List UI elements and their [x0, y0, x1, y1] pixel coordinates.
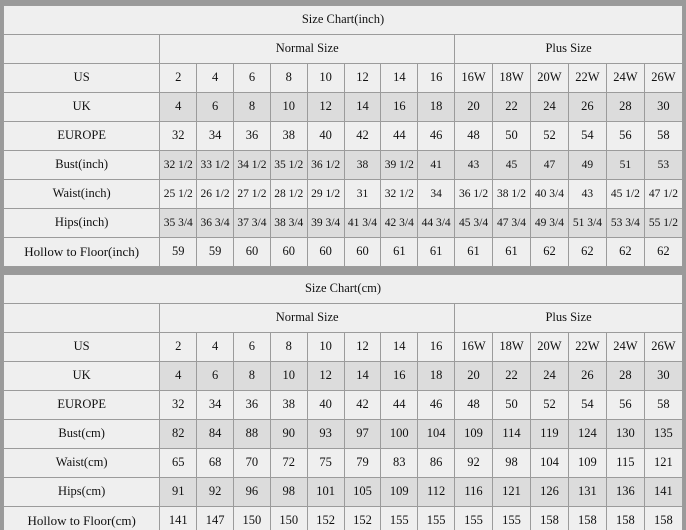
cell: 155: [493, 507, 531, 530]
cell: 25 1/2: [160, 180, 197, 209]
cell: 26: [568, 93, 606, 122]
cell: 158: [568, 507, 606, 530]
cell: 61: [381, 238, 418, 267]
cell: 86: [418, 449, 455, 478]
cell: 10: [307, 333, 344, 362]
cell: 91: [160, 478, 197, 507]
cell: 60: [344, 238, 381, 267]
cell: 40: [307, 391, 344, 420]
cell: 36: [234, 122, 271, 151]
cell: 47 3/4: [493, 209, 531, 238]
cell: 16: [381, 93, 418, 122]
cell: 26: [568, 362, 606, 391]
cell: 28: [606, 93, 644, 122]
cell: 68: [197, 449, 234, 478]
table-row: [4, 93, 683, 122]
table-row: [4, 180, 683, 209]
cell: 8: [270, 333, 307, 362]
cell: 2: [160, 333, 197, 362]
cell: 14: [344, 362, 381, 391]
cell: 62: [568, 238, 606, 267]
cell: 92: [455, 449, 493, 478]
table-row: [4, 507, 683, 530]
cell: 45: [493, 151, 531, 180]
table-row: [4, 362, 683, 391]
cell: 60: [270, 238, 307, 267]
cell: 16: [381, 362, 418, 391]
cell: 98: [270, 478, 307, 507]
cell: 40: [307, 122, 344, 151]
cell: 54: [568, 122, 606, 151]
cell: 32 1/2: [160, 151, 197, 180]
cell: 42 3/4: [381, 209, 418, 238]
cell: 100: [381, 420, 418, 449]
cell: 61: [493, 238, 531, 267]
cell: 48: [455, 122, 493, 151]
cell: 16: [418, 333, 455, 362]
cell: 124: [568, 420, 606, 449]
cell: 50: [493, 391, 531, 420]
size-chart-cm: [3, 274, 683, 530]
cell: 43: [568, 180, 606, 209]
cell: 12: [307, 362, 344, 391]
cell: 6: [197, 93, 234, 122]
cell: 20W: [530, 333, 568, 362]
cell: 28 1/2: [270, 180, 307, 209]
cell: 29 1/2: [307, 180, 344, 209]
cell: 47: [530, 151, 568, 180]
cell: 131: [568, 478, 606, 507]
cell: 104: [530, 449, 568, 478]
cell: 51 3/4: [568, 209, 606, 238]
table-row: [4, 151, 683, 180]
cell: 152: [307, 507, 344, 530]
cell: 36 3/4: [197, 209, 234, 238]
cell: 72: [270, 449, 307, 478]
cell: 6: [197, 362, 234, 391]
row-label: Waist(inch): [4, 180, 160, 209]
cell: 41: [418, 151, 455, 180]
cell: 35 1/2: [270, 151, 307, 180]
cell: 31: [344, 180, 381, 209]
corner-cell: [4, 35, 160, 64]
cell: 84: [197, 420, 234, 449]
cell: 8: [234, 93, 271, 122]
cell: 39 3/4: [307, 209, 344, 238]
row-label: Hips(cm): [4, 478, 160, 507]
cell: 101: [307, 478, 344, 507]
row-label: Hollow to Floor(inch): [4, 238, 160, 267]
cell: 43: [455, 151, 493, 180]
cell: 38: [344, 151, 381, 180]
cell: 4: [197, 333, 234, 362]
group-normal-size: Normal Size: [160, 35, 455, 64]
chart-group-row: [4, 35, 683, 64]
cell: 93: [307, 420, 344, 449]
cell: 60: [234, 238, 271, 267]
cell: 152: [344, 507, 381, 530]
cell: 30: [644, 93, 682, 122]
cell: 38: [270, 122, 307, 151]
cell: 88: [234, 420, 271, 449]
row-label: EUROPE: [4, 122, 160, 151]
group-plus-size: Plus Size: [455, 35, 683, 64]
cell: 24: [530, 93, 568, 122]
row-label: US: [4, 64, 160, 93]
cell: 105: [344, 478, 381, 507]
cell: 36 1/2: [455, 180, 493, 209]
cell: 20W: [530, 64, 568, 93]
cell: 61: [455, 238, 493, 267]
table-row: [4, 391, 683, 420]
cell: 34: [197, 391, 234, 420]
cell: 42: [344, 122, 381, 151]
cell: 30: [644, 362, 682, 391]
cell: 75: [307, 449, 344, 478]
cell: 10: [270, 362, 307, 391]
cell: 112: [418, 478, 455, 507]
cell: 92: [197, 478, 234, 507]
cell: 24: [530, 362, 568, 391]
cell: 24W: [606, 64, 644, 93]
cell: 158: [606, 507, 644, 530]
cell: 121: [493, 478, 531, 507]
cell: 35 3/4: [160, 209, 197, 238]
cell: 56: [606, 122, 644, 151]
group-normal-size: Normal Size: [160, 304, 455, 333]
row-label: US: [4, 333, 160, 362]
cell: 150: [234, 507, 271, 530]
cell: 40 3/4: [530, 180, 568, 209]
cell: 141: [160, 507, 197, 530]
cell: 46: [418, 391, 455, 420]
cell: 20: [455, 93, 493, 122]
size-chart-inch: [3, 5, 683, 267]
cell: 158: [530, 507, 568, 530]
cell: 4: [160, 93, 197, 122]
cell: 104: [418, 420, 455, 449]
cell: 53: [644, 151, 682, 180]
cell: 37 3/4: [234, 209, 271, 238]
cell: 6: [234, 64, 271, 93]
cell: 135: [644, 420, 682, 449]
cell: 82: [160, 420, 197, 449]
cell: 45 1/2: [606, 180, 644, 209]
cell: 109: [455, 420, 493, 449]
cell: 10: [270, 93, 307, 122]
cell: 150: [270, 507, 307, 530]
cell: 41 3/4: [344, 209, 381, 238]
cell: 22W: [568, 64, 606, 93]
table-row: [4, 238, 683, 267]
chart-title: Size Chart(inch): [4, 6, 683, 35]
cell: 109: [568, 449, 606, 478]
table-row: [4, 478, 683, 507]
row-label: Bust(cm): [4, 420, 160, 449]
cell: 59: [160, 238, 197, 267]
cell: 22: [493, 362, 531, 391]
cell: 27 1/2: [234, 180, 271, 209]
cell: 52: [530, 391, 568, 420]
cell: 2: [160, 64, 197, 93]
cell: 62: [606, 238, 644, 267]
table-row: [4, 420, 683, 449]
corner-cell: [4, 304, 160, 333]
cell: 28: [606, 362, 644, 391]
cell: 18: [418, 93, 455, 122]
cell: 115: [606, 449, 644, 478]
cell: 12: [307, 93, 344, 122]
cell: 16W: [455, 333, 493, 362]
cell: 53 3/4: [606, 209, 644, 238]
cell: 42: [344, 391, 381, 420]
row-label: UK: [4, 362, 160, 391]
cell: 32: [160, 391, 197, 420]
cell: 14: [381, 64, 418, 93]
cell: 61: [418, 238, 455, 267]
cell: 65: [160, 449, 197, 478]
cell: 38 3/4: [270, 209, 307, 238]
table-row: [4, 449, 683, 478]
cell: 141: [644, 478, 682, 507]
cell: 62: [530, 238, 568, 267]
cell: 32 1/2: [381, 180, 418, 209]
cell: 155: [455, 507, 493, 530]
cell: 58: [644, 122, 682, 151]
cell: 18: [418, 362, 455, 391]
group-plus-size: Plus Size: [455, 304, 683, 333]
cell: 79: [344, 449, 381, 478]
cell: 147: [197, 507, 234, 530]
row-label: UK: [4, 93, 160, 122]
cell: 44: [381, 122, 418, 151]
cell: 52: [530, 122, 568, 151]
cell: 70: [234, 449, 271, 478]
cell: 130: [606, 420, 644, 449]
cell: 158: [644, 507, 682, 530]
row-label: Hips(inch): [4, 209, 160, 238]
cell: 48: [455, 391, 493, 420]
cell: 55 1/2: [644, 209, 682, 238]
cell: 10: [307, 64, 344, 93]
cell: 12: [344, 333, 381, 362]
cell: 22W: [568, 333, 606, 362]
cell: 46: [418, 122, 455, 151]
chart-title-row: [4, 275, 683, 304]
cell: 26W: [644, 64, 682, 93]
cell: 8: [270, 64, 307, 93]
cell: 155: [381, 507, 418, 530]
cell: 83: [381, 449, 418, 478]
cell: 54: [568, 391, 606, 420]
cell: 26W: [644, 333, 682, 362]
cell: 14: [381, 333, 418, 362]
cell: 116: [455, 478, 493, 507]
cell: 62: [644, 238, 682, 267]
row-label: Bust(inch): [4, 151, 160, 180]
cell: 36 1/2: [307, 151, 344, 180]
cell: 51: [606, 151, 644, 180]
row-label: Waist(cm): [4, 449, 160, 478]
cell: 16: [418, 64, 455, 93]
cell: 60: [307, 238, 344, 267]
cell: 126: [530, 478, 568, 507]
cell: 49: [568, 151, 606, 180]
cell: 47 1/2: [644, 180, 682, 209]
cell: 26 1/2: [197, 180, 234, 209]
cell: 155: [418, 507, 455, 530]
cell: 12: [344, 64, 381, 93]
cell: 119: [530, 420, 568, 449]
cell: 32: [160, 122, 197, 151]
cell: 109: [381, 478, 418, 507]
row-label: EUROPE: [4, 391, 160, 420]
cell: 20: [455, 362, 493, 391]
chart-group-row: [4, 304, 683, 333]
cell: 4: [197, 64, 234, 93]
chart-title-row: [4, 6, 683, 35]
cell: 38 1/2: [493, 180, 531, 209]
cell: 49 3/4: [530, 209, 568, 238]
cell: 44 3/4: [418, 209, 455, 238]
cell: 58: [644, 391, 682, 420]
cell: 34: [197, 122, 234, 151]
cell: 34 1/2: [234, 151, 271, 180]
cell: 44: [381, 391, 418, 420]
cell: 34: [418, 180, 455, 209]
cell: 38: [270, 391, 307, 420]
cell: 121: [644, 449, 682, 478]
cell: 8: [234, 362, 271, 391]
chart-title: Size Chart(cm): [4, 275, 683, 304]
cell: 136: [606, 478, 644, 507]
cell: 90: [270, 420, 307, 449]
cell: 39 1/2: [381, 151, 418, 180]
cell: 36: [234, 391, 271, 420]
cell: 56: [606, 391, 644, 420]
cell: 98: [493, 449, 531, 478]
row-label: Hollow to Floor(cm): [4, 507, 160, 530]
table-row: [4, 64, 683, 93]
cell: 45 3/4: [455, 209, 493, 238]
table-row: [4, 122, 683, 151]
cell: 6: [234, 333, 271, 362]
cell: 96: [234, 478, 271, 507]
cell: 22: [493, 93, 531, 122]
cell: 24W: [606, 333, 644, 362]
cell: 114: [493, 420, 531, 449]
table-row: [4, 209, 683, 238]
cell: 59: [197, 238, 234, 267]
table-row: [4, 333, 683, 362]
cell: 4: [160, 362, 197, 391]
cell: 16W: [455, 64, 493, 93]
cell: 50: [493, 122, 531, 151]
cell: 18W: [493, 64, 531, 93]
cell: 14: [344, 93, 381, 122]
cell: 97: [344, 420, 381, 449]
cell: 18W: [493, 333, 531, 362]
cell: 33 1/2: [197, 151, 234, 180]
